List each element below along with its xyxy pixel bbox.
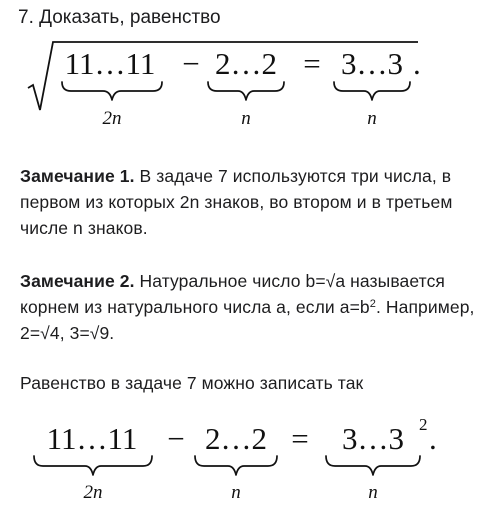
task-title: 7. Доказать, равенство [18,7,221,28]
minus-sign: − [167,421,185,456]
formula-end-dot: . [429,421,437,456]
remark-1-label: Замечание 1. [20,166,135,186]
remark-2-text: Натуральное число b=√a называется корнем из натурального числа a, если a=b [20,271,445,317]
repdigit-three-term: 3…3 [341,46,403,81]
count-label-n-threes: n [367,108,377,129]
underbrace-n-threes [334,82,410,100]
remark-1 [20,163,488,241]
count-label-2n: 2n [102,108,122,129]
underbrace-n-twos [208,82,284,100]
equals-sign: = [291,421,309,456]
count-label-n-twos: n [241,108,251,129]
remark-2-label: Замечание 2. [20,271,135,291]
remark-1-text: В задаче 7 используются три числа, в первом из которых 2n знаков, во втором и в третьем числе n знаков. [20,166,453,238]
sqrt-equality-formula [0,40,500,152]
equals-sign: = [303,46,321,81]
formula-end-dot: . [413,46,421,81]
remark-2 [20,268,488,346]
remark-2-examples: . Например, 2=√4, 3=√9. [20,297,475,343]
repunit-one-term: 11…11 [46,421,138,456]
minus-sign: − [182,46,200,81]
repdigit-two-term: 2…2 [215,46,277,81]
count-label-n-threes: n [368,482,378,503]
count-label-n-twos: n [231,482,241,503]
repdigit-two-term: 2…2 [205,421,267,456]
rewrite-sentence: Равенство в задаче 7 можно записать так [20,373,364,393]
underbrace-2n [34,456,152,475]
squared-exponent: 2 [419,415,428,434]
count-label-2n: 2n [83,482,103,503]
underbrace-n-twos [195,456,277,475]
repdigit-three-term: 3…3 [342,421,404,456]
underbrace-2n [62,82,162,100]
repunit-one-term: 11…11 [64,46,156,81]
squared-equality-formula [0,408,500,520]
underbrace-n-threes [326,456,420,475]
remark-2-exponent: 2 [369,298,376,310]
